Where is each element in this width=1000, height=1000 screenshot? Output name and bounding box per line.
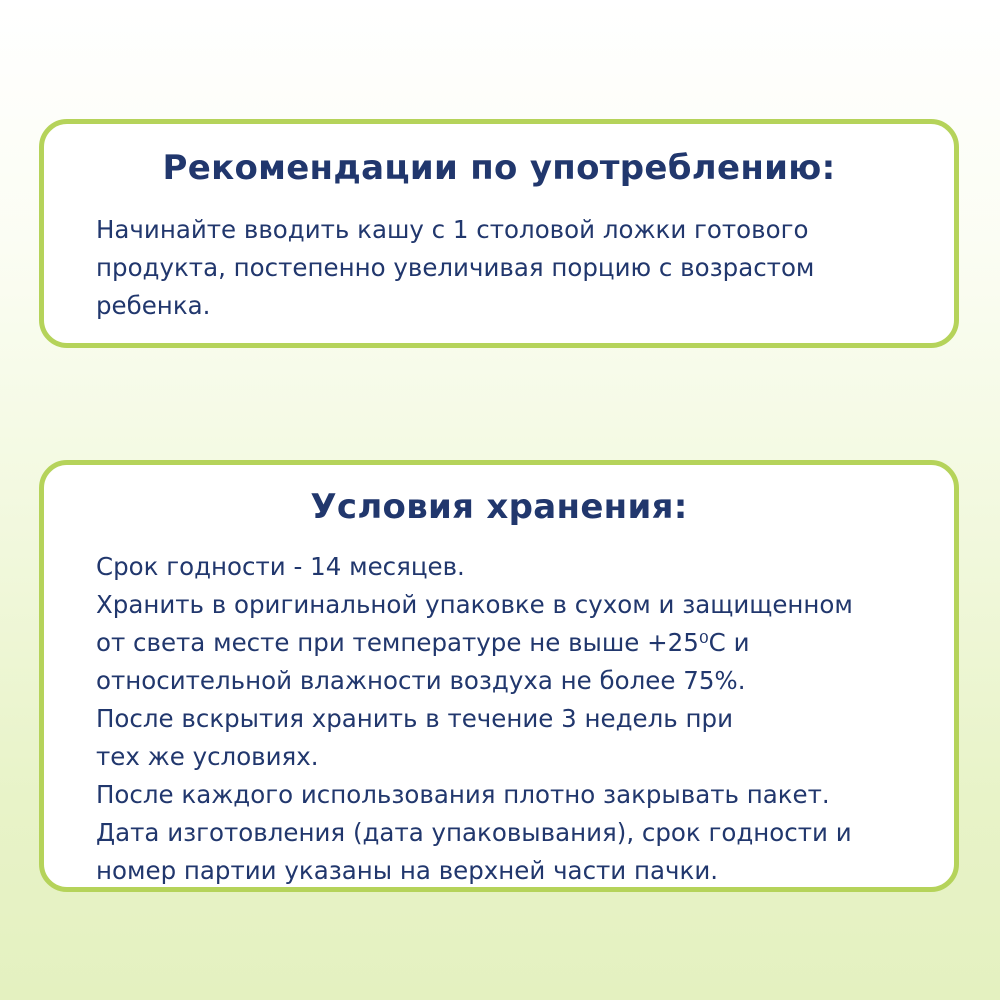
storage-conditions-title: Условия хранения: (310, 487, 688, 527)
storage-conditions-card (39, 460, 959, 892)
storage-text-line: После каждого использования плотно закрывать пакет. (96, 780, 830, 809)
storage-text-line: Хранить в оригинальной упаковке в сухом и защищенном (96, 590, 853, 619)
storage-text-line: от света месте при температуре не выше +25⁰C и (96, 628, 750, 657)
storage-conditions-text (96, 548, 934, 890)
storage-text-line: номер партии указаны на верхней части пачки. (96, 856, 719, 885)
storage-text-line: После вскрытия хранить в течение 3 недель при (96, 704, 734, 733)
usage-recommendations-title: Рекомендации по употреблению: (162, 148, 836, 188)
storage-text-line: тех же условиях. (96, 742, 319, 771)
usage-recommendations-card (39, 119, 959, 348)
storage-text-line: Срок годности - 14 месяцев. (96, 552, 465, 581)
usage-text-line: Начинайте вводить кашу с 1 столовой ложки готового (96, 215, 809, 244)
storage-text-line: Дата изготовления (дата упаковывания), срок годности и (96, 818, 852, 847)
storage-text-line: относительной влажности воздуха не более 75%. (96, 666, 746, 695)
usage-text-line: продукта, постепенно увеличивая порцию с возрастом (96, 253, 815, 282)
usage-text-line: ребенка. (96, 291, 211, 320)
usage-recommendations-text (96, 211, 934, 325)
